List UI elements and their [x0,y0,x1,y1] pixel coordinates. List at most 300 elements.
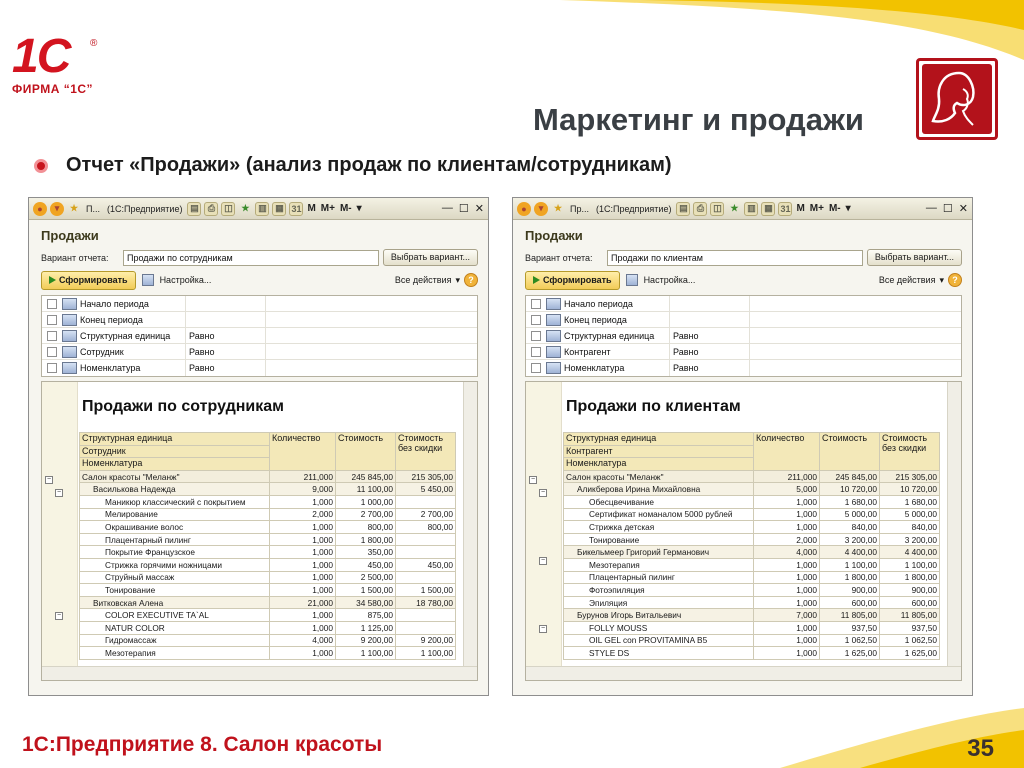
row-cost: 245 845,00 [336,470,396,483]
settings-icon [626,274,638,286]
subtitle-text: Отчет «Продажи» (анализ продаж по клиентам/сотрудникам) [66,154,672,176]
row-cost: 1 125,00 [336,621,396,634]
col-header-group: Сотрудник [80,445,270,458]
col-header-nomenclature: Номенклатура [80,458,270,471]
save-icon[interactable]: ▤ [187,202,201,216]
preview-icon[interactable]: ◫ [710,202,724,216]
row-cost-no-discount: 18 780,00 [396,596,456,609]
row-cost-no-discount [396,533,456,546]
top-wave-decoration [0,0,1024,110]
row-quantity: 1,000 [270,571,336,584]
col-header-cost-no-discount: Стоимость без скидки [880,433,940,471]
row-cost-no-discount: 4 400,00 [880,546,940,559]
calendar-icon[interactable]: 31 [291,203,302,214]
filter-condition[interactable]: Равно [185,360,265,376]
table-row[interactable] [564,470,940,483]
row-cost-no-discount: 11 805,00 [880,609,940,622]
row-cost-no-discount: 215 305,00 [396,470,456,483]
settings-label: Настройка... [643,275,696,285]
row-quantity: 211,000 [270,470,336,483]
row-cost-no-discount: 1 680,00 [880,495,940,508]
table-row[interactable] [564,634,940,647]
row-quantity: 211,000 [754,470,820,483]
star-icon[interactable]: ★ [553,203,563,213]
filter-name: Номенклатура [80,363,141,373]
filter-value[interactable] [749,360,961,376]
memory-m-button[interactable]: M [796,203,805,214]
row-cost: 2 500,00 [336,571,396,584]
tree-outline [529,432,563,677]
chevron-down-icon[interactable]: ▾ [356,203,362,214]
form-heading: Продажи [525,228,583,243]
row-cost-no-discount: 9 200,00 [396,634,456,647]
row-name: Стрижка горячими ножницами [80,558,270,571]
table-row[interactable] [80,558,456,571]
settings-button[interactable] [142,274,212,286]
menu-icon[interactable]: ▾ [50,202,64,216]
row-name: Обесцвечивание [564,495,754,508]
row-cost: 1 100,00 [820,558,880,571]
maximize-icon[interactable]: ☐ [458,203,469,215]
row-cost: 840,00 [820,521,880,534]
filter-field-icon [546,362,561,374]
row-name: Струйный массаж [80,571,270,584]
generate-label: Сформировать [59,275,128,285]
memory-minus-button[interactable]: M- [339,203,352,214]
filter-row[interactable] [526,344,961,360]
filter-value[interactable] [749,344,961,359]
row-name: FOLLY MOUSS [564,621,754,634]
row-cost: 10 720,00 [820,483,880,496]
page-number: 35 [967,735,994,762]
filter-field-icon [546,330,561,342]
settings-icon [142,274,154,286]
row-cost-no-discount: 450,00 [396,558,456,571]
collapse-icon[interactable]: − [56,611,62,619]
row-cost: 3 200,00 [820,533,880,546]
app-logo-icon[interactable]: ● [33,202,47,216]
row-quantity: 1,000 [270,546,336,559]
filter-name: Сотрудник [80,346,124,357]
woman-profile-icon [929,69,985,129]
filter-name: Начало периода [564,298,633,309]
table-row[interactable] [80,483,456,496]
calculator-icon[interactable]: ▦ [761,202,775,216]
row-quantity: 9,000 [270,483,336,496]
collapse-icon[interactable]: − [530,475,536,483]
table-row[interactable] [80,571,456,584]
row-quantity: 4,000 [270,634,336,647]
filter-value[interactable] [265,344,477,359]
variant-field[interactable]: Продажи по клиентам [607,250,863,266]
row-cost: 900,00 [820,584,880,597]
report-title: Продажи по клиентам [566,398,741,415]
table-row[interactable] [564,546,940,559]
settings-label: Настройка... [159,275,212,285]
row-cost: 800,00 [336,521,396,534]
row-cost-no-discount: 10 720,00 [880,483,940,496]
memory-m-button[interactable]: M [307,203,316,214]
report-table [563,432,940,660]
filter-checkbox[interactable] [531,363,541,373]
minimize-icon[interactable]: — [925,202,937,214]
row-cost: 34 580,00 [336,596,396,609]
table-row[interactable] [80,521,456,534]
filter-condition[interactable] [669,296,749,311]
choose-variant-button[interactable]: Выбрать вариант... [383,249,478,266]
memory-plus-button[interactable]: M+ [809,203,824,214]
row-name: Витковская Алена [80,596,270,609]
report-area[interactable] [41,381,478,681]
row-cost-no-discount: 840,00 [880,521,940,534]
row-quantity: 1,000 [754,521,820,534]
filter-checkbox[interactable] [531,347,541,357]
variant-field[interactable]: Продажи по сотрудникам [123,250,379,266]
save-icon[interactable]: ▤ [676,202,690,216]
row-cost-no-discount: 1 800,00 [880,571,940,584]
maximize-icon[interactable]: ☐ [942,203,953,215]
row-cost-no-discount: 800,00 [396,521,456,534]
window-title-app: (1С:Предприятие) [106,203,183,214]
generate-button[interactable] [525,271,620,290]
document-icon[interactable]: ▥ [744,202,758,216]
row-cost-no-discount: 2 700,00 [396,508,456,521]
filter-row[interactable] [42,296,477,312]
row-name: Мелирование [80,508,270,521]
horizontal-scrollbar[interactable] [526,666,961,680]
row-name: Сертификат номаналом 5000 рублей [564,508,754,521]
preview-icon[interactable]: ◫ [221,202,235,216]
table-row[interactable] [80,495,456,508]
filter-condition[interactable]: Равно [669,344,749,359]
row-quantity: 4,000 [754,546,820,559]
row-name: Бикельмеер Григорий Германович [564,546,754,559]
table-row[interactable] [80,596,456,609]
filter-field-icon [546,314,561,326]
row-quantity: 5,000 [754,483,820,496]
table-row[interactable] [80,609,456,622]
row-cost-no-discount: 1 062,50 [880,634,940,647]
window-title-short: П... [86,203,100,214]
document-icon[interactable]: ▥ [255,202,269,216]
filter-value[interactable] [749,328,961,343]
row-cost: 1 800,00 [820,571,880,584]
memory-minus-button[interactable]: M- [828,203,841,214]
table-row[interactable] [564,609,940,622]
col-header-structural-unit: Структурная единица [80,433,270,446]
row-cost: 11 100,00 [336,483,396,496]
row-cost-no-discount: 600,00 [880,596,940,609]
report-window-clients[interactable] [512,197,973,696]
row-quantity: 7,000 [754,609,820,622]
row-quantity: 1,000 [754,621,820,634]
tree-outline [45,432,79,677]
chevron-down-icon: ▾ [939,274,944,285]
row-name: Салон красоты "Меланж" [564,470,754,483]
row-name: Бурунов Игорь Витальевич [564,609,754,622]
row-cost: 1 000,00 [336,495,396,508]
filter-field-icon [62,346,77,358]
variant-label: Вариант отчета: [41,252,109,263]
page-title: Маркетинг и продажи [532,102,864,137]
filter-field-icon [62,314,77,326]
row-cost: 1 100,00 [336,647,396,660]
filter-field-icon [62,362,77,374]
row-cost: 875,00 [336,609,396,622]
row-name: Маникюр классический с покрытием [80,495,270,508]
window-titlebar[interactable] [29,198,488,220]
table-row[interactable] [564,596,940,609]
filter-condition[interactable] [185,296,265,311]
all-actions-label: Все действия [394,275,452,285]
filter-name: Структурная единица [564,330,655,341]
filter-condition[interactable]: Равно [669,360,749,376]
table-row[interactable] [564,558,940,571]
col-header-cost: Стоимость [336,433,396,471]
row-quantity: 1,000 [754,596,820,609]
row-name: Плацентарный пилинг [80,533,270,546]
choose-variant-button[interactable]: Выбрать вариант... [867,249,962,266]
play-icon [49,276,56,284]
calendar-icon[interactable]: 31 [780,203,791,214]
row-name: Василькова Надежда [80,483,270,496]
row-cost: 2 700,00 [336,508,396,521]
memory-plus-button[interactable]: M+ [320,203,335,214]
row-quantity: 1,000 [754,571,820,584]
row-quantity: 1,000 [754,647,820,660]
filter-field-icon [62,298,77,310]
close-icon[interactable]: ✕ [474,203,484,215]
row-name: Покрытие Французское [80,546,270,559]
filter-value[interactable] [749,312,961,327]
collapse-icon[interactable]: − [540,489,546,497]
minimize-icon[interactable]: — [441,202,453,214]
play-icon [533,276,540,284]
beauty-salon-icon [916,58,998,140]
window-titlebar[interactable] [513,198,972,220]
collapse-icon[interactable]: − [46,475,52,483]
row-cost-no-discount: 3 200,00 [880,533,940,546]
filter-name: Номенклатура [564,363,625,373]
row-cost-no-discount [396,571,456,584]
row-cost-no-discount: 1 100,00 [880,558,940,571]
row-quantity: 1,000 [754,508,820,521]
generate-button[interactable] [41,271,136,290]
table-row[interactable] [80,470,456,483]
filter-name: Конец периода [564,314,627,325]
filter-checkbox[interactable] [47,363,57,373]
table-row[interactable] [564,533,940,546]
table-row[interactable] [564,495,940,508]
filter-condition[interactable] [185,312,265,327]
collapse-icon[interactable]: − [540,625,546,633]
collapse-icon[interactable]: − [56,489,62,497]
row-cost-no-discount: 5 450,00 [396,483,456,496]
col-header-quantity: Количество [754,433,820,471]
close-icon[interactable]: ✕ [958,203,968,215]
horizontal-scrollbar[interactable] [42,666,477,680]
help-icon[interactable]: ? [948,273,962,287]
row-cost: 350,00 [336,546,396,559]
row-cost-no-discount: 937,50 [880,621,940,634]
table-row[interactable] [564,521,940,534]
variant-label: Вариант отчета: [525,252,593,263]
row-cost-no-discount: 215 305,00 [880,470,940,483]
table-row[interactable] [564,647,940,660]
table-row[interactable] [80,621,456,634]
table-row[interactable] [564,483,940,496]
filter-value[interactable] [749,296,961,311]
filter-name: Конец периода [80,314,143,325]
row-cost: 1 625,00 [820,647,880,660]
filter-condition[interactable]: Равно [669,328,749,343]
window-title-short: Пр... [570,203,589,214]
report-title: Продажи по сотрудникам [82,398,284,415]
row-quantity: 1,000 [754,495,820,508]
row-quantity: 21,000 [270,596,336,609]
row-cost: 1 800,00 [336,533,396,546]
row-cost: 9 200,00 [336,634,396,647]
row-name: Мезотерапия [80,647,270,660]
filter-field-icon [546,298,561,310]
filter-value[interactable] [265,312,477,327]
col-header-quantity: Количество [270,433,336,471]
row-cost-no-discount [396,495,456,508]
calculator-icon[interactable]: ▦ [272,202,286,216]
vertical-scrollbar[interactable] [947,382,961,666]
table-row[interactable] [80,647,456,660]
filter-row[interactable] [42,328,477,344]
collapse-icon[interactable]: − [540,557,546,565]
row-quantity: 1,000 [270,609,336,622]
star-icon[interactable]: ★ [69,203,79,213]
filter-row[interactable] [526,312,961,328]
filter-row[interactable] [526,296,961,312]
row-name: Тонирование [80,584,270,597]
row-name: Плацентарный пилинг [564,571,754,584]
favorite-add-icon[interactable]: ★ [730,203,739,213]
print-icon[interactable]: ⎙ [204,202,218,216]
filter-field-icon [62,330,77,342]
print-icon[interactable]: ⎙ [693,202,707,216]
filter-name: Начало периода [80,298,149,309]
row-name: Стрижка детская [564,521,754,534]
table-row[interactable] [564,508,940,521]
settings-button[interactable] [626,274,696,286]
all-actions-menu[interactable] [879,273,962,287]
row-name: Аликберова Ирина Михайловна [564,483,754,496]
row-cost-no-discount: 1 625,00 [880,647,940,660]
row-cost: 450,00 [336,558,396,571]
row-quantity: 1,000 [270,495,336,508]
table-row[interactable] [80,584,456,597]
report-window-employees[interactable] [28,197,489,696]
row-quantity: 1,000 [270,584,336,597]
filter-checkbox[interactable] [47,299,57,309]
row-name: COLOR EXECUTIVE TA`AL [80,609,270,622]
table-row[interactable] [564,621,940,634]
filter-value[interactable] [265,296,477,311]
row-name: STYLE DS [564,647,754,660]
filter-condition[interactable]: Равно [185,328,265,343]
filter-row[interactable] [42,344,477,360]
row-quantity: 1,000 [270,558,336,571]
table-row[interactable] [80,533,456,546]
bullet-icon [34,159,48,173]
table-row[interactable] [80,546,456,559]
app-logo-icon[interactable]: ● [517,202,531,216]
logo-mark: 1С [12,30,70,83]
help-icon[interactable]: ? [464,273,478,287]
row-quantity: 1,000 [754,634,820,647]
slide-subtitle [34,154,672,177]
filter-value[interactable] [265,360,477,376]
filter-field-icon [546,346,561,358]
favorite-add-icon[interactable]: ★ [241,203,250,213]
row-cost-no-discount: 900,00 [880,584,940,597]
row-quantity: 1,000 [270,647,336,660]
filter-row[interactable] [526,328,961,344]
row-name: Окрашивание волос [80,521,270,534]
filter-value[interactable] [265,328,477,343]
filter-checkbox[interactable] [531,299,541,309]
row-cost-no-discount: 1 500,00 [396,584,456,597]
slide-footer: 1С:Предприятие 8. Салон красоты [22,733,383,756]
filter-checkbox[interactable] [531,315,541,325]
filter-condition[interactable] [669,312,749,327]
filter-name: Контрагент [564,346,611,357]
row-quantity: 2,000 [754,533,820,546]
row-cost: 600,00 [820,596,880,609]
table-row[interactable] [564,584,940,597]
filter-condition[interactable]: Равно [185,344,265,359]
table-row[interactable] [80,508,456,521]
chevron-down-icon[interactable]: ▾ [845,203,851,214]
row-cost: 1 500,00 [336,584,396,597]
all-actions-menu[interactable] [395,273,478,287]
filter-row[interactable] [42,312,477,328]
logo-registered: ® [90,38,98,49]
row-cost-no-discount [396,621,456,634]
row-name: Тонирование [564,533,754,546]
filter-checkbox[interactable] [47,331,57,341]
brand-logo [12,30,112,104]
col-header-group: Контрагент [564,445,754,458]
filter-row[interactable] [42,360,477,376]
table-row[interactable] [564,571,940,584]
row-cost: 11 805,00 [820,609,880,622]
report-area[interactable] [525,381,962,681]
vertical-scrollbar[interactable] [463,382,477,666]
menu-icon[interactable]: ▾ [534,202,548,216]
generate-label: Сформировать [543,275,612,285]
filter-checkbox[interactable] [47,315,57,325]
col-header-structural-unit: Структурная единица [564,433,754,446]
filter-table [41,295,478,377]
filter-checkbox[interactable] [47,347,57,357]
row-quantity: 1,000 [754,558,820,571]
row-name: Гидромассаж [80,634,270,647]
row-cost: 1 062,50 [820,634,880,647]
form-heading: Продажи [41,228,99,243]
row-name: NATUR COLOR [80,621,270,634]
filter-checkbox[interactable] [531,331,541,341]
row-cost-no-discount: 1 100,00 [396,647,456,660]
table-row[interactable] [80,634,456,647]
chevron-down-icon: ▾ [455,274,460,285]
filter-row[interactable] [526,360,961,376]
col-header-nomenclature: Номенклатура [564,458,754,471]
